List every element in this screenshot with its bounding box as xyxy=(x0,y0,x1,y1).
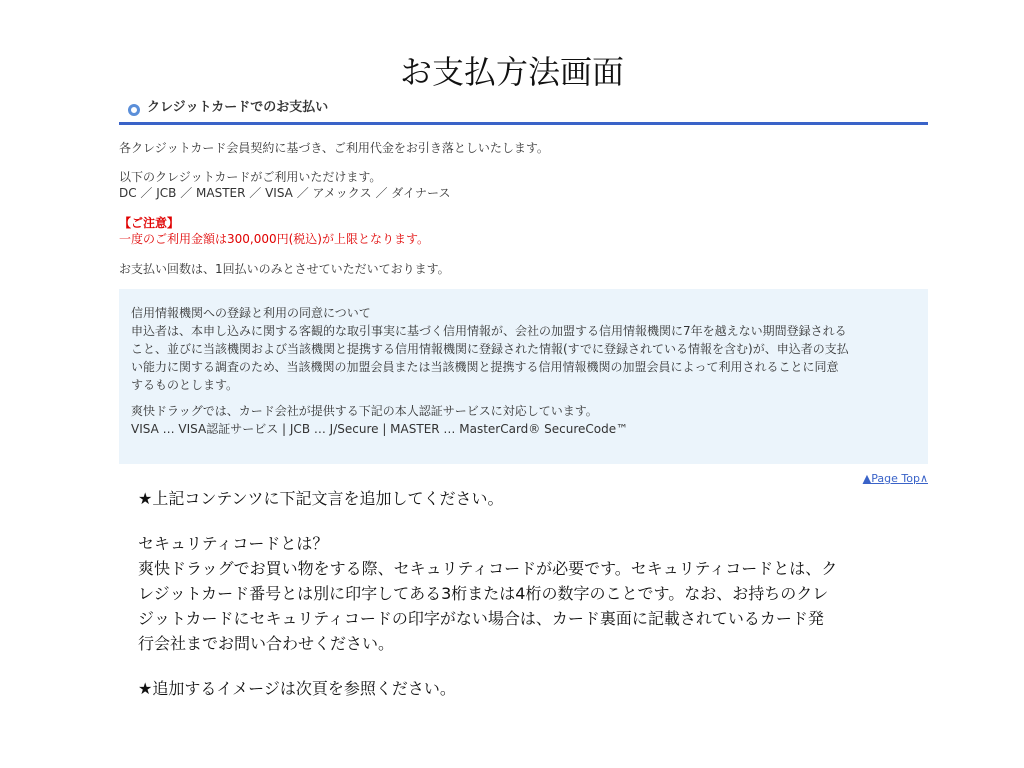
page-top-link[interactable]: ▲Page Top∧ xyxy=(862,472,928,485)
circle-bullet-icon xyxy=(128,104,140,116)
caution-heading: 【ご注意】 xyxy=(119,216,180,230)
slide-title: お支払方法画面 xyxy=(399,53,624,91)
info-line: い能力に関する調査のため、当該機関の加盟会員または当該機関と提携する信用情報機関の加盟会員によって利用されることに同意 xyxy=(131,360,839,374)
auth-line: VISA … VISA認証サービス | JCB … J/Secure | MASTER … MasterCard® SecureCode™ xyxy=(131,422,629,436)
info-line: するものとします。 xyxy=(131,378,239,392)
contract-text: 各クレジットカード会員契約に基づき、ご利用代金をお引き落としいたします。 xyxy=(119,141,549,155)
available-cards-list: DC ／ JCB ／ MASTER ／ VISA ／ アメックス ／ ダイナース xyxy=(119,186,451,200)
credit-info-box xyxy=(119,289,928,464)
web-page-mockup xyxy=(119,98,928,485)
security-code-text-line: 爽快ドラッグでお買い物をする際、セキュリティコードが必要です。セキュリティコードとは、ク xyxy=(138,559,838,578)
auth-line: 爽快ドラッグでは、カード会社が提供する下記の本人認証サービスに対応しています。 xyxy=(131,404,598,418)
info-line: 申込者は、本申し込みに関する客観的な取引事実に基づく信用情報が、会社の加盟する信用情報機関に7年を越えない期間登録される xyxy=(131,324,847,338)
security-code-text-line: レジットカード番号とは別に印字してある3桁または4桁の数字のことです。なお、お持ちのクレ xyxy=(138,584,829,603)
caution-text: 一度のご利用金額は300,000円(税込)が上限となります。 xyxy=(119,232,430,246)
slide-notes xyxy=(138,486,918,701)
credit-info-content xyxy=(131,304,921,438)
info-line: 信用情報機関への登録と利用の同意について xyxy=(131,306,371,320)
note-instruction: ★上記コンテンツに下記文言を追加してください。 xyxy=(138,489,504,508)
security-code-text-line: ジットカードにセキュリティコードの印字がない場合は、カード裏面に記載されているカード発 xyxy=(138,609,824,628)
note-image-reference: ★追加するイメージは次頁を参照ください。 xyxy=(138,679,456,698)
available-cards-intro: 以下のクレジットカードがご利用いただけます。 xyxy=(119,170,382,184)
section-header xyxy=(119,98,928,125)
security-code-text-line: 行会社までお問い合わせください。 xyxy=(138,634,395,653)
security-code-heading: セキュリティコードとは？ xyxy=(138,534,329,553)
info-line: こと、並びに当該機関および当該機関と提携する信用情報機関に登録された情報(すでに登録されている情報を含む)が、申込者の支払 xyxy=(131,342,849,356)
section-title: クレジットカードでのお支払い xyxy=(147,100,329,115)
installment-text: お支払い回数は、1回払いのみとさせていただいております。 xyxy=(119,262,450,276)
